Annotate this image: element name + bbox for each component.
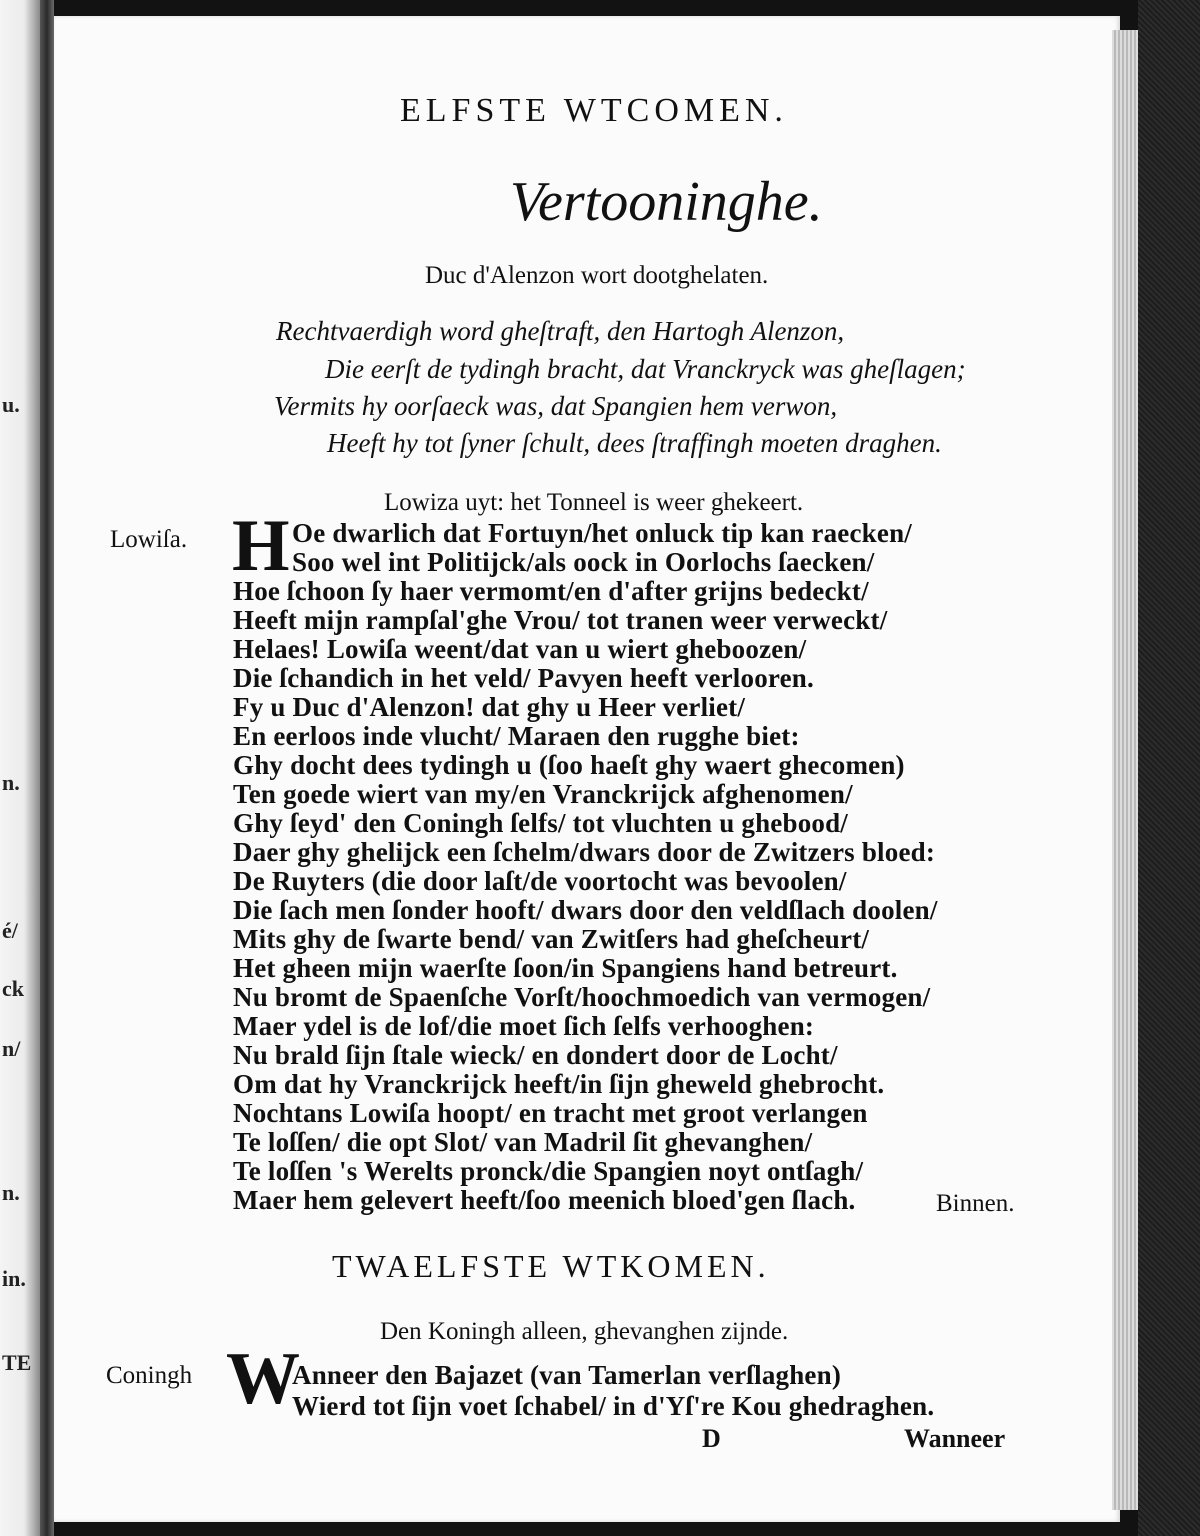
book-gutter	[40, 0, 54, 1536]
section-heading: TWAELFSTE WTKOMEN.	[332, 1248, 770, 1284]
stage-direction: Den Koningh alleen, ghevanghen zijnde.	[380, 1318, 789, 1345]
speech-line: Oe dwarlich dat Fortuyn/het onluck tip kan raecken/	[292, 518, 912, 548]
speech-line: Soo wel int Politijck/als oock in Oorlochs ſaecken/	[292, 547, 875, 577]
speech-line: Wierd tot ſijn voet ſchabel/ in d'Yſ're Kou ghedraghen.	[292, 1391, 935, 1421]
page-edges	[1112, 30, 1138, 1510]
speech-line: Helaes! Lowiſa weent/dat van u wiert gheboozen/	[233, 634, 807, 664]
speech-line: Maer hem gelevert heeft/ſoo meenich bloed'gen ſlach.	[233, 1185, 856, 1215]
signature-mark: D	[702, 1424, 721, 1453]
facing-page-fragment: n/	[2, 1036, 21, 1061]
speaker-label: Lowiſa.	[110, 526, 188, 553]
facing-page-fragment: in.	[2, 1266, 26, 1291]
speech-line: Ghy docht dees tydingh u (ſoo haeſt ghy waert ghecomen)	[233, 750, 905, 780]
speech-line: Fy u Duc d'Alenzon! dat ghy u Heer verliet/	[233, 692, 746, 722]
facing-page-fragment: n.	[2, 770, 20, 795]
speech-line: Te loſſen/ die opt Slot/ van Madril ſit ghevanghen/	[233, 1127, 813, 1157]
speech-line: Te loſſen 's Werelts pronck/die Spangien noyt ontſagh/	[233, 1156, 864, 1186]
facing-page-fragment: TE	[2, 1350, 32, 1375]
speech-line: Daer ghy ghelijck een ſchelm/dwars door de Zwitzers bloed:	[233, 837, 936, 867]
speech-line: Nu bromt de Spaenſche Vorſt/hoochmoedich van vermogen/	[233, 982, 931, 1012]
speech-line: Maer ydel is de lof/die moet ſich ſelfs verhooghen:	[233, 1011, 815, 1041]
drop-cap: W	[226, 1338, 300, 1420]
speech-line: De Ruyters (die door laſt/de voortocht was bevoolen/	[233, 866, 847, 896]
verse-line: Vermits hy oorſaeck was, dat Spangien hem verwon,	[274, 391, 838, 421]
facing-page-edge	[0, 0, 40, 1536]
verse-line: Die eerſt de tydingh bracht, dat Vranckryck was gheſlagen;	[325, 354, 966, 384]
speech-line: Nochtans Lowiſa hoopt/ en tracht met groot verlangen	[233, 1098, 868, 1128]
speech-line: Nu brald ſijn ſtale wieck/ en dondert door de Locht/	[233, 1040, 838, 1070]
running-head: ELFSTE WTCOMEN.	[400, 92, 788, 129]
book-cover-cloth	[1138, 0, 1200, 1536]
scene-title: Vertooninghe.	[510, 171, 823, 233]
speaker-label: Coningh	[106, 1362, 193, 1389]
speech-line: Die ſach men ſonder hooft/ dwars door den veldſlach doolen/	[233, 895, 938, 925]
catchword: Wanneer	[904, 1424, 1006, 1453]
facing-page-fragment: u.	[2, 392, 20, 417]
stage-direction: Duc d'Alenzon wort dootghelaten.	[425, 262, 769, 289]
speech-line: Die ſchandich in het veld/ Pavyen heeft verlooren.	[233, 663, 814, 693]
exit-direction: Binnen.	[936, 1190, 1015, 1217]
speech-line: Het gheen mijn waerſte ſoon/in Spangiens hand betreurt.	[233, 953, 898, 983]
drop-cap: H	[232, 505, 290, 587]
speech-line: Om dat hy Vranckrijck heeft/in ſijn gheweld ghebrocht.	[233, 1069, 885, 1099]
speech-line: En eerloos inde vlucht/ Maraen den rugghe biet:	[233, 721, 800, 751]
speech-line: Mits ghy de ſwarte bend/ van Zwitſers had gheſcheurt/	[233, 924, 870, 954]
speech-line: Ten goede wiert van my/en Vranckrijck afghenomen/	[233, 779, 853, 809]
facing-page-fragment: é/	[2, 918, 18, 943]
facing-page-fragment: ck	[2, 976, 24, 1001]
speech-line: Ghy ſeyd' den Coningh ſelfs/ tot vluchten u ghebood/	[233, 808, 849, 838]
speech-line: Hoe ſchoon ſy haer vermomt/en d'after grijns bedeckt/	[233, 576, 869, 606]
facing-page-fragment: n.	[2, 1180, 20, 1205]
stage-direction: Lowiza uyt: het Tonneel is weer ghekeert.	[384, 489, 804, 516]
verse-line: Heeft hy tot ſyner ſchult, dees ſtraffingh moeten draghen.	[327, 428, 942, 458]
speech-line: Heeft mijn rampſal'ghe Vrou/ tot tranen weer verweckt/	[233, 605, 888, 635]
speech-line: Anneer den Bajazet (van Tamerlan verſlaghen)	[292, 1360, 842, 1390]
verse-line: Rechtvaerdigh word gheſtraft, den Hartogh Alenzon,	[276, 316, 845, 346]
